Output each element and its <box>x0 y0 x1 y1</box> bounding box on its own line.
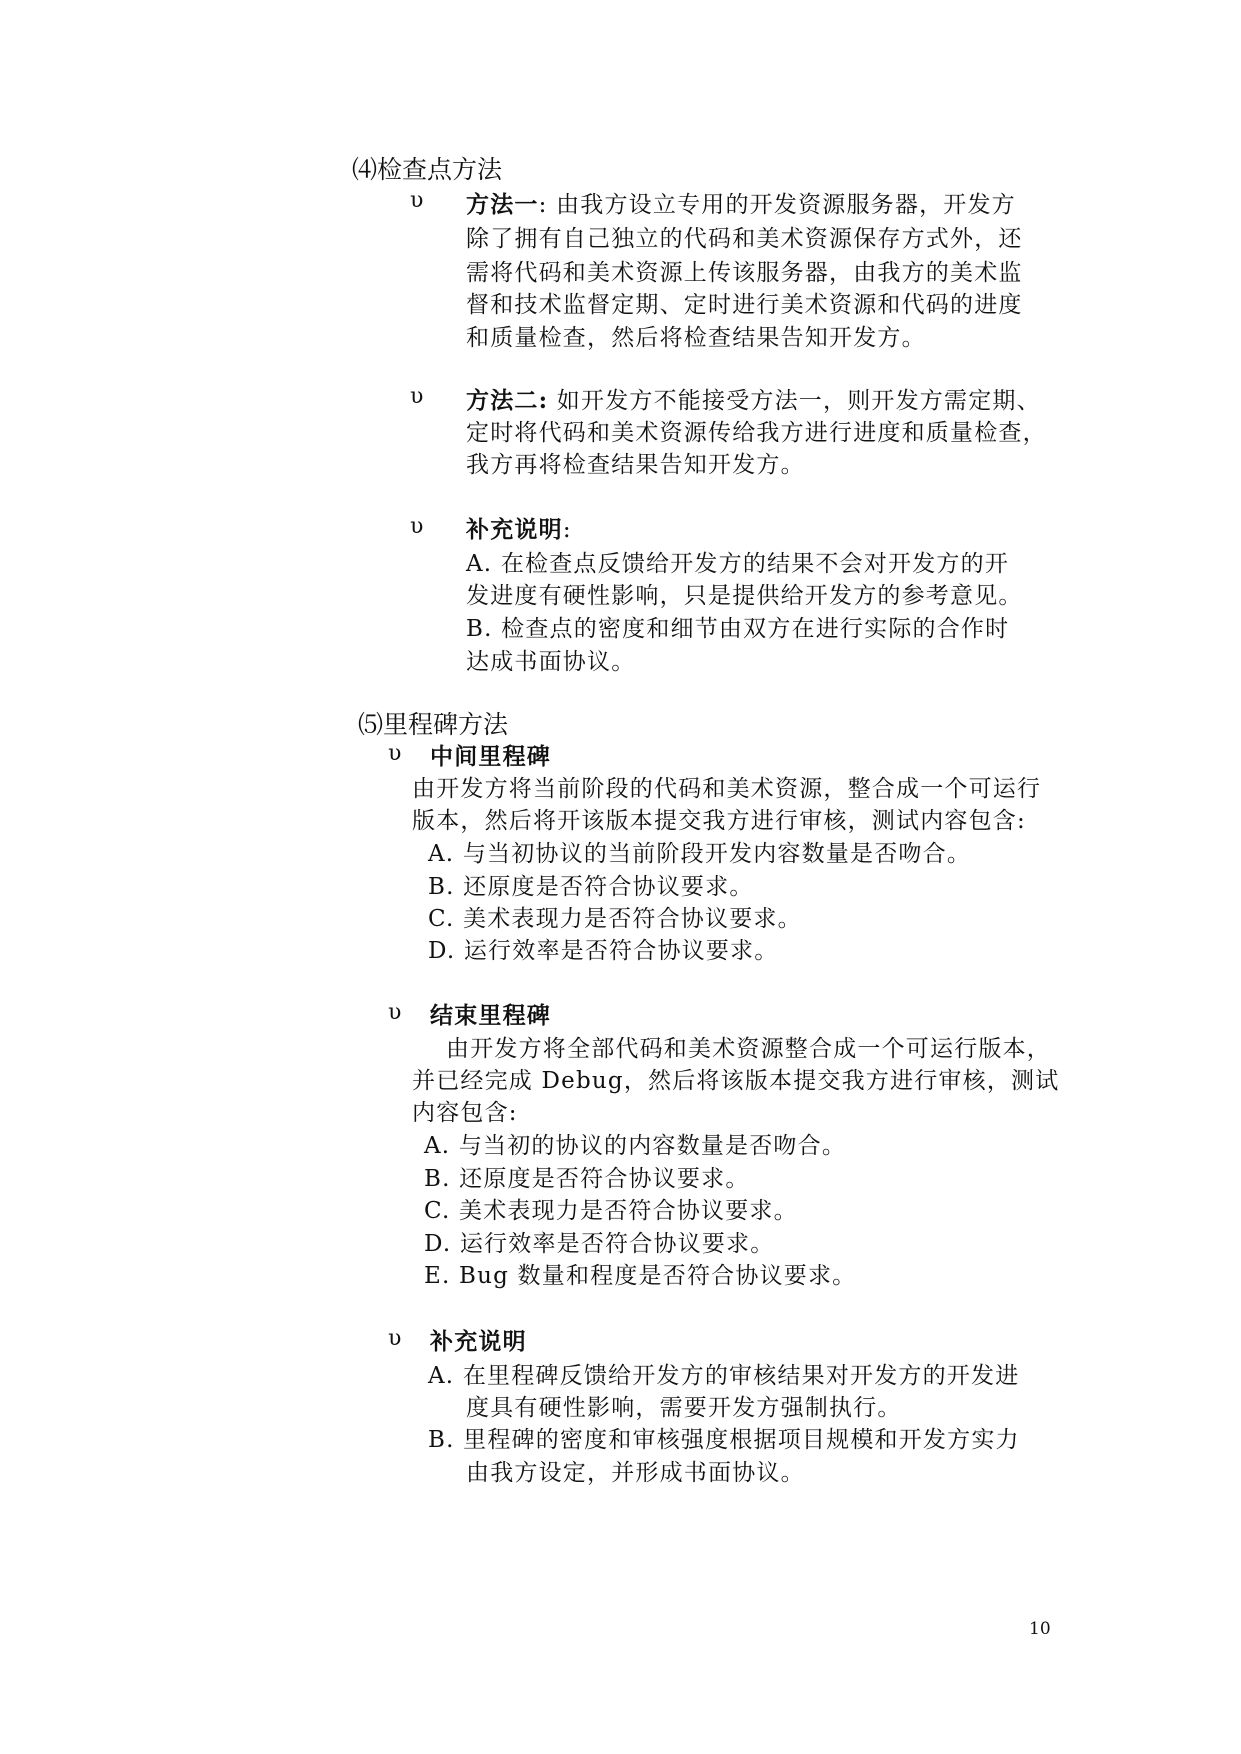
supp-4-line-4: 达成书面协议。 <box>466 649 636 675</box>
section-4-heading: ⑷检查点方法 <box>352 155 503 184</box>
mid-milestone-item-a: A. 与当初协议的当前阶段开发内容数量是否吻合。 <box>428 841 972 867</box>
method-2-line-1: 方法二: 如开发方不能接受方法一，则开发方需定期、 <box>466 387 1041 414</box>
mid-milestone-item-c: C. 美术表现力是否符合协议要求。 <box>428 906 802 932</box>
mid-milestone-label: 中间里程碑 <box>430 743 551 770</box>
end-milestone-item-a: A. 与当初的协议的内容数量是否吻合。 <box>424 1133 847 1159</box>
end-milestone-line-3: 内容包含: <box>412 1100 518 1126</box>
method-1-line-1: 方法一: 由我方设立专用的开发资源服务器，开发方 <box>466 191 1016 218</box>
supp-4-line-3: B. 检查点的密度和细节由双方在进行实际的合作时 <box>466 616 1010 642</box>
method-1-line-3: 需将代码和美术资源上传该服务器，由我方的美术监 <box>466 260 1023 286</box>
method-1-line-2: 除了拥有自己独立的代码和美术资源保存方式外，还 <box>466 226 1023 252</box>
supp-5-item-a-cont: 度具有硬性影响，需要开发方强制执行。 <box>466 1395 902 1421</box>
bullet-icon: υ <box>410 384 424 409</box>
end-milestone-item-b: B. 还原度是否符合协议要求。 <box>424 1166 750 1192</box>
bullet-icon: υ <box>410 514 424 539</box>
end-milestone-item-e: E. Bug 数量和程度是否符合协议要求。 <box>424 1263 857 1289</box>
method-1-line-4: 督和技术监督定期、定时进行美术资源和代码的进度 <box>466 292 1023 318</box>
method-1-label: 方法一 <box>466 191 539 218</box>
supp-4-line-2: 发进度有硬性影响，只是提供给开发方的参考意见。 <box>466 583 1023 609</box>
mid-milestone-item-d: D. 运行效率是否符合协议要求。 <box>428 938 779 964</box>
end-milestone-label: 结束里程碑 <box>430 1002 551 1029</box>
end-milestone-item-c: C. 美术表现力是否符合协议要求。 <box>424 1198 798 1224</box>
mid-milestone-line-1: 由开发方将当前阶段的代码和美术资源，整合成一个可运行 <box>412 776 1042 802</box>
method-1-line-5: 和质量检查，然后将检查结果告知开发方。 <box>466 325 926 351</box>
end-milestone-line-2: 并已经完成 Debug，然后将该版本提交我方进行审核，测试 <box>412 1068 1060 1094</box>
supp-5-item-b-cont: 由我方设定，并形成书面协议。 <box>466 1460 805 1486</box>
supp-5-item-a: A. 在里程碑反馈给开发方的审核结果对开发方的开发进 <box>428 1363 1020 1389</box>
method-2-label: 方法二: <box>466 387 549 414</box>
supp-4-line-1: A. 在检查点反馈给开发方的结果不会对开发方的开 <box>466 551 1010 577</box>
mid-milestone-line-2: 版本，然后将开该版本提交我方进行审核，测试内容包含: <box>412 808 1026 834</box>
bullet-icon: υ <box>410 188 424 213</box>
supp-4-title: 补充说明: <box>466 516 572 543</box>
method-2-line-2: 定时将代码和美术资源传给我方进行进度和质量检查， <box>466 420 1047 446</box>
method-2-line-3: 我方再将检查结果告知开发方。 <box>466 452 805 478</box>
page-number: 10 <box>1029 1619 1051 1639</box>
end-milestone-line-1: 由开发方将全部代码和美术资源整合成一个可运行版本， <box>446 1036 1051 1062</box>
bullet-icon: υ <box>388 1326 402 1351</box>
bullet-icon: υ <box>388 1000 402 1025</box>
supp-5-item-b: B. 里程碑的密度和审核强度根据项目规模和开发方实力 <box>428 1427 1020 1453</box>
bullet-icon: υ <box>388 741 402 766</box>
supp-5-label: 补充说明 <box>430 1328 527 1355</box>
end-milestone-item-d: D. 运行效率是否符合协议要求。 <box>424 1231 775 1257</box>
mid-milestone-item-b: B. 还原度是否符合协议要求。 <box>428 874 754 900</box>
supp-4-label: 补充说明 <box>466 516 563 543</box>
section-5-heading: ⑸里程碑方法 <box>358 710 509 739</box>
